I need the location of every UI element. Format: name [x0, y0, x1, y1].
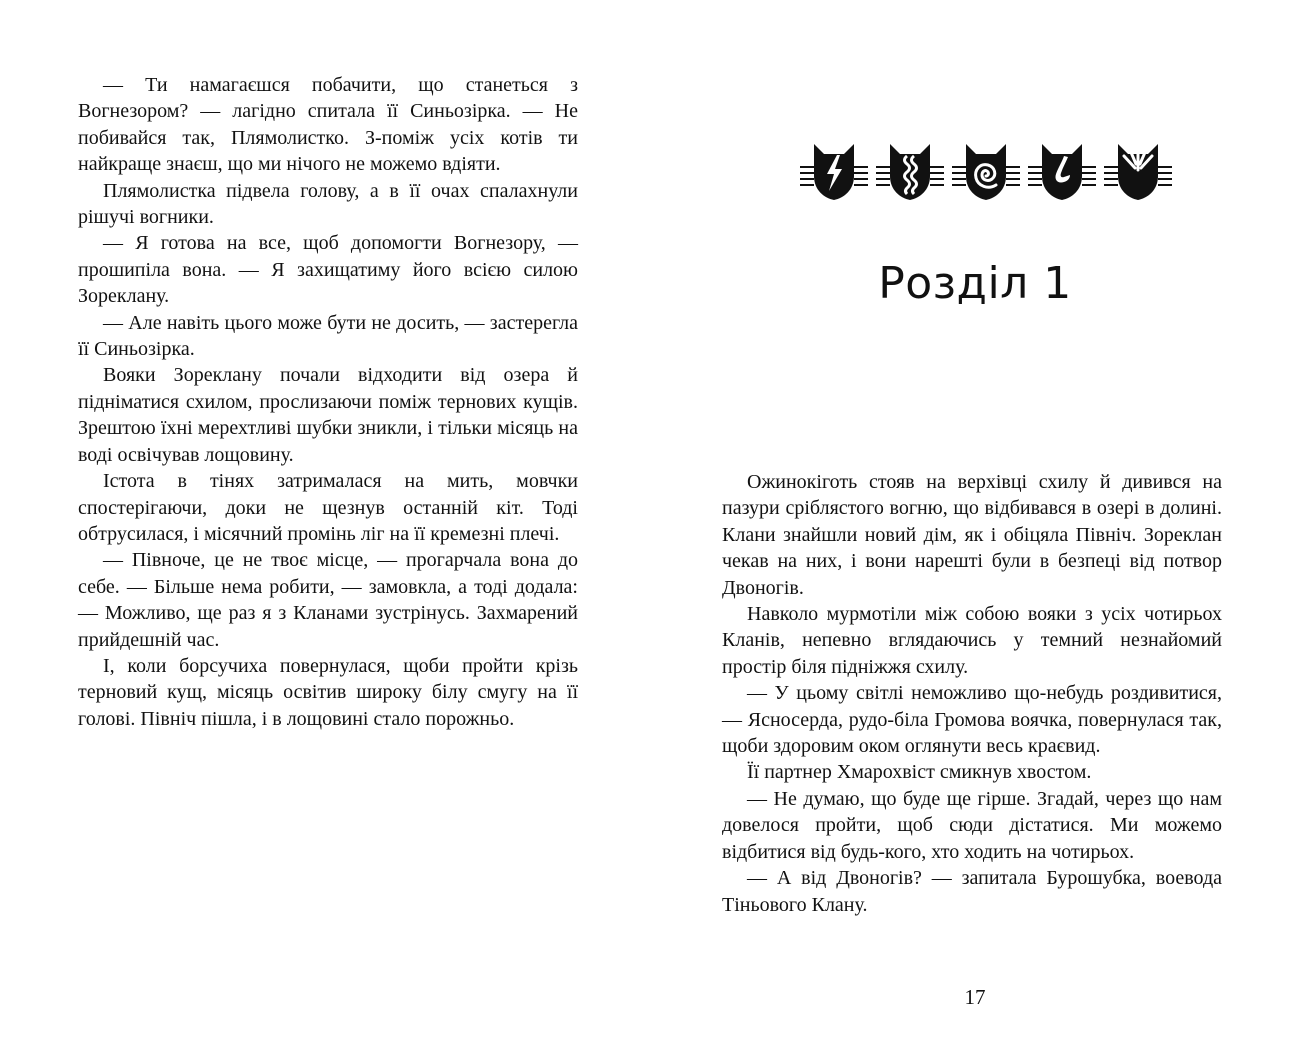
- paragraph: Навколо мурмотіли між собою вояки з усіх чотирьох Кланів, непевно вглядаючись у темний незнайомий простір біля підніжжя схилу.: [722, 603, 1222, 678]
- paragraph: Її партнер Хмарохвіст смикнув хвостом.: [747, 761, 1092, 784]
- right-page-text: [722, 469, 1222, 918]
- paragraph: — А від Двоногів? — запитала Бурошубка, воевода Тіньового Клану.: [722, 867, 1222, 916]
- paragraph: — У цьому світлі неможливо що-небудь роздивитися, — Ясносерда, рудо-біла Громова воячка, повернулася так, щоби здоровим оком оглянути весь краєвид.: [722, 682, 1222, 758]
- star-clan-icon: [1104, 140, 1172, 202]
- paragraph: Вояки Зореклану почали відходити від озера й підніматися схилом, прослизаючи поміж тернових кущів. Зрештою їхні мерехтливі шубки зникли, і тільки місяць на воді освічував лощовину.: [78, 364, 578, 466]
- paragraph: Істота в тінях затрималася на мить, мовчки спостерігаючи, доки не щезнув останній кіт. Тоді обтрусилася, і місячний промінь ліг на її кремезні плечі.: [78, 470, 578, 545]
- river-clan-icon: [876, 140, 944, 202]
- clan-emblems: [800, 140, 1175, 202]
- wind-clan-icon: [952, 140, 1020, 202]
- left-page-text: [78, 72, 578, 732]
- paragraph: Ожинокіготь стояв на верхівці схилу й дивився на пазури сріблястого вогню, що відбивався в озері в долині. Клани знайшли новий дім, як і обіцяла Північ. Зореклан чекав на них, і вони нарешті були в безпеці від потвор Двоногів.: [722, 471, 1222, 599]
- paragraph: — Але навіть цього може бути не досить, — застерегла її Синьозірка.: [78, 311, 578, 361]
- paragraph: — Я готова на все, щоб допомогти Вогнезору, — прошипіла вона. — Я захищатиму його всією силою Зореклану.: [78, 232, 578, 308]
- right-page: [650, 0, 1300, 1040]
- paragraph: — Півноче, це не твоє місце, — прогарчала вона до себе. — Більше нема робити, — замовкла, а тоді додала: — Можливо, ще раз я з Кланами зустрінусь. Захмарений прийдешній час.: [78, 549, 578, 651]
- paragraph: — Ти намагаєшся побачити, що станеться з Вогнезором? — лагідно спитала її Синьозірка. — Не побивайся так, Плямолистко. З-поміж усіх котів ти найкраще знаєш, що ми нічого не можемо вдіяти.: [78, 74, 578, 176]
- paragraph: — Не думаю, що буде ще гірше. Згадай, через що нам довелося пройти, щоб сюди дістатися. Ми можемо відбитися від будь-кого, хто ходить на чотирьох.: [722, 787, 1222, 863]
- paragraph: Плямолистка підвела голову, а в її очах спалахнули рішучі вогники.: [78, 179, 578, 229]
- shadow-clan-icon: [1028, 140, 1096, 202]
- lightning-clan-icon: [800, 140, 868, 202]
- paragraph: І, коли борсучиха повернулася, щоби пройти крізь терновий кущ, місяць освітив широку білу смугу на її голові. Північ пішла, і в лощовині стало порожньо.: [78, 654, 578, 730]
- page-number: 17: [964, 985, 986, 1009]
- chapter-title: Розділ 1: [878, 258, 1072, 309]
